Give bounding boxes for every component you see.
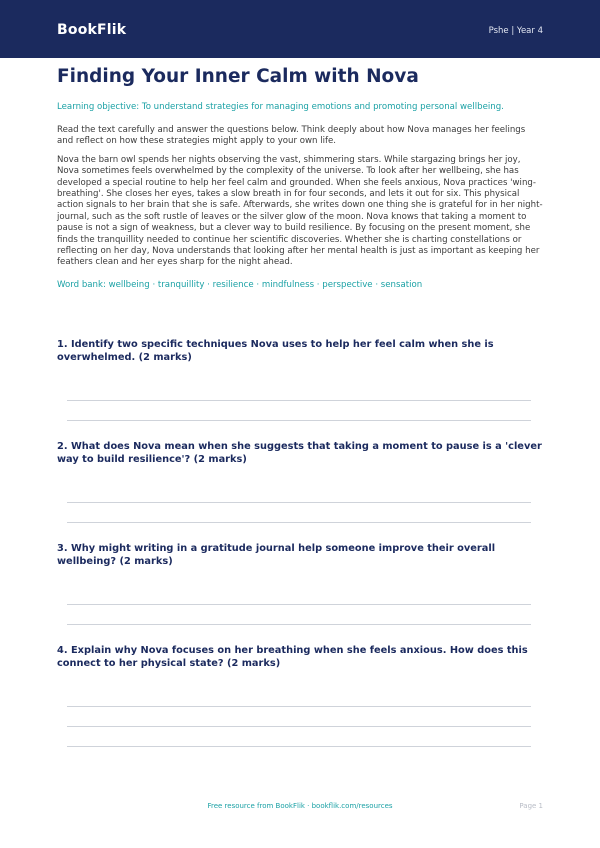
question-text: 1. Identify two specific techniques Nova uses to help her feel calm when she is overwhelmed. (2 marks) [57, 339, 494, 363]
question-text: 2. What does Nova mean when she suggests that taking a moment to pause is a 'clever way to build resilience'? (2 marks) [57, 441, 542, 465]
word-bank: Word bank: wellbeing · tranquillity · resilience · mindfulness · perspective · sensation [57, 279, 423, 290]
instructions-text: Read the text carefully and answer the questions below. Think deeply about how Nova manages her feelings and reflect on how these strategies might apply to your own life. [57, 125, 526, 147]
question-4 [57, 644, 543, 670]
reading-passage: Nova the barn owl spends her nights observing the vast, shimmering stars. While stargazing brings her joy, Nova sometimes feels overwhelmed by the complexity of the universe. To look after her wellbeing, she has developed a special routine to help her feel calm and grounded. When she feels anxious, Nova practices 'wing-breathing'. She closes her eyes, takes a slow breath in for four seconds, and lets it out for six. This physical action signals to her brain that she is safe. Afterwards, she writes down one thing she is grateful for in her night-journal, such as the soft rustle of leaves or the silver glow of the moon. Nova knows that taking a moment to pause is not a sign of weakness, but a clever way to build resilience. By focusing on the present moment, she finds the tranquillity needed to continue her scientific discoveries. Whether she is charting constellations or reflecting on her day, Nova understands that looking after her mental health is just as important as keeping her feathers clean and her eyes sharp for the night ahead. [57, 154, 543, 268]
brand-logo-text[interactable]: BookFlik [57, 22, 127, 38]
question-text: 3. Why might writing in a gratitude journal help someone improve their overall wellbeing? (2 marks) [57, 543, 496, 567]
answer-line[interactable] [67, 746, 531, 747]
worksheet-title: Finding Your Inner Calm with Nova [57, 66, 419, 87]
answer-line[interactable] [67, 604, 531, 605]
answer-line[interactable] [67, 502, 531, 503]
answer-line[interactable] [67, 400, 531, 401]
question-2 [57, 440, 543, 466]
answer-line[interactable] [67, 706, 531, 707]
question-1 [57, 338, 543, 364]
answer-line[interactable] [67, 726, 531, 727]
learning-objective: Learning objective: To understand strategies for managing emotions and promoting personal wellbeing. [57, 102, 504, 112]
header-bar [0, 0, 600, 58]
worksheet-content [57, 66, 543, 291]
answer-line[interactable] [67, 420, 531, 421]
answer-line[interactable] [67, 522, 531, 523]
question-text: 4. Explain why Nova focuses on her breathing when she feels anxious. How does this connect to her physical state? (2 marks) [57, 645, 528, 669]
subject-year-label: Pshe | Year 4 [488, 26, 543, 36]
page-number: Page 1 [519, 802, 543, 810]
resource-link[interactable]: Free resource from BookFlik · bookflik.com/resources [207, 802, 393, 810]
question-3 [57, 542, 543, 568]
answer-line[interactable] [67, 624, 531, 625]
